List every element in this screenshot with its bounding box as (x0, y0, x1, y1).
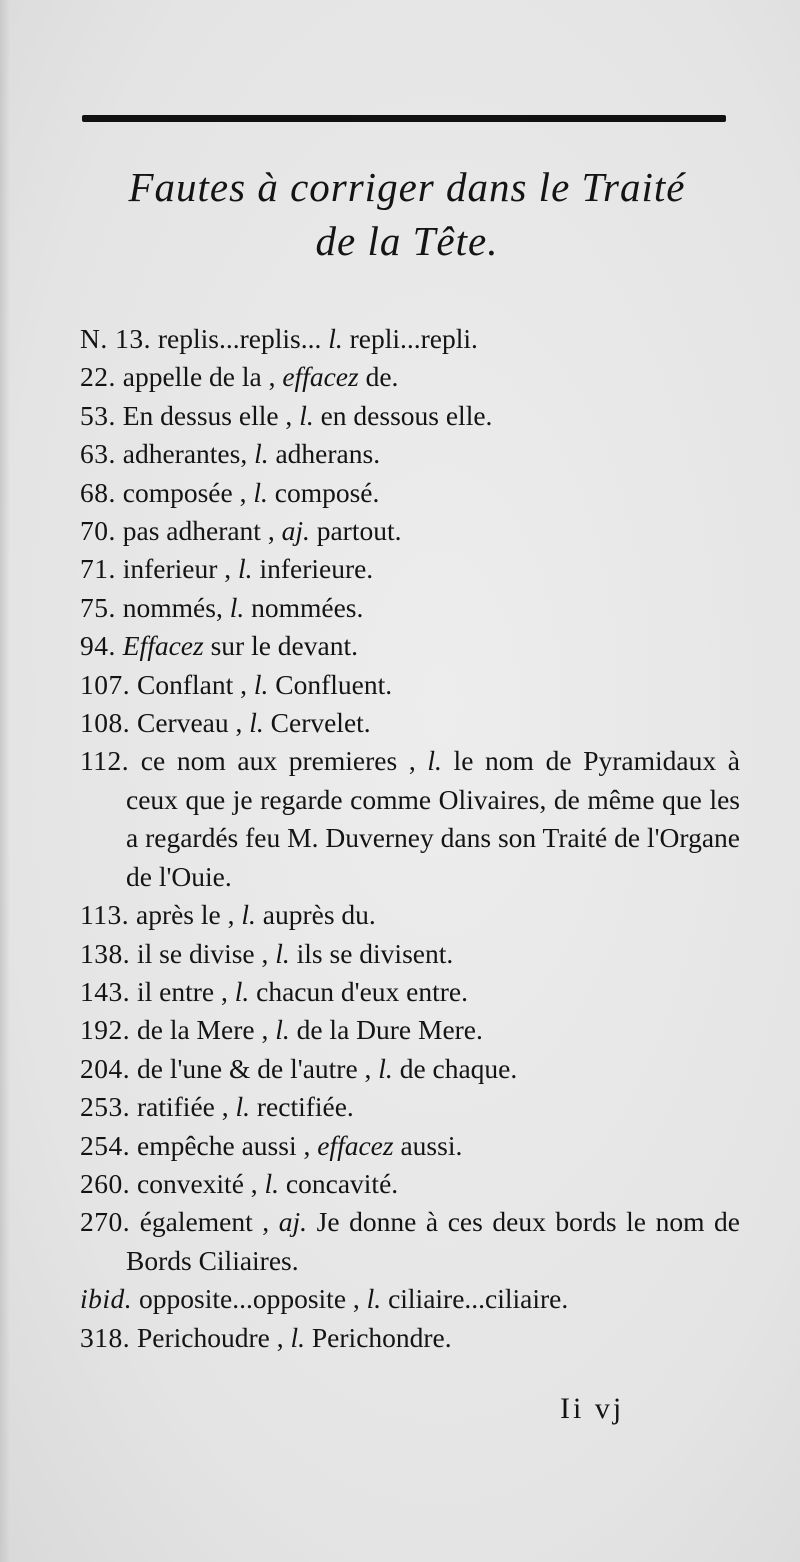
entry-correction-text: en dessous elle. (313, 399, 493, 431)
entry-correction-mark: l. (253, 476, 268, 508)
entry-error-text: après le , (129, 899, 242, 931)
errata-entry (80, 1319, 740, 1357)
entry-correction-text: Confluent. (268, 668, 393, 700)
entry-correction-mark: aj. (281, 515, 310, 547)
errata-entry (80, 742, 740, 896)
entry-error-text: pas adherant , (115, 515, 282, 547)
entry-error-text: il se divise , (130, 937, 276, 969)
entry-correction-mark: l. (253, 668, 269, 700)
errata-entry (80, 1088, 740, 1126)
entry-correction-text: auprès du. (255, 899, 376, 931)
entry-number: 318. (80, 1321, 131, 1353)
entry-number: 138. (80, 937, 131, 969)
entry-error-text: Cerveau , (130, 707, 250, 739)
errata-entry (80, 666, 740, 704)
entry-correction-text: de. (358, 361, 399, 393)
entry-number: 75. (80, 591, 116, 623)
entry-error-text: il entre , (130, 975, 235, 1007)
errata-entry (80, 704, 740, 742)
errata-entry (80, 435, 740, 473)
entry-correction-text: adherans. (268, 438, 381, 470)
entry-correction-mark: l. (290, 1321, 306, 1353)
entry-number: N. 13. (80, 323, 151, 354)
page-title (82, 160, 732, 268)
errata-entry (80, 1127, 740, 1165)
entry-correction-text: composé. (267, 476, 380, 508)
entry-correction-mark: l. (249, 707, 264, 739)
signature-mark: Ii vj (560, 1392, 625, 1425)
entry-number: 254. (80, 1129, 131, 1161)
entry-correction-text: de chaque. (392, 1052, 518, 1084)
entry-correction-text: le nom de Pyramidaux à ceux que je regarde comme Olivaires, de même que les a regardés feu M. Duverney dans son Traité de l'Organe de l'Ouie. (126, 745, 740, 892)
entry-error-text: opposite...opposite , (132, 1283, 367, 1315)
entry-correction-text: Cervelet. (263, 707, 371, 739)
entry-error-text: nommés, (115, 591, 230, 623)
entry-error-text: adherantes, (115, 438, 255, 470)
entry-correction-text: inferieure. (252, 553, 374, 585)
entry-correction-mark: l. (275, 1014, 290, 1046)
entry-correction-text: concavité. (279, 1167, 399, 1199)
entry-error-text: inferieur , (115, 553, 239, 585)
page-edge-shadow (0, 0, 10, 1562)
entry-error-text: de la Mere , (130, 1014, 276, 1046)
entry-number: 108. (80, 707, 131, 739)
entry-number: 22. (80, 361, 116, 393)
entry-correction-mark: l. (427, 745, 442, 777)
entry-error-text: empêche aussi , (130, 1129, 318, 1161)
entry-error-text (116, 630, 123, 661)
entry-error-text: convexité , (130, 1167, 265, 1199)
errata-entry (80, 589, 740, 627)
title-line-2: de la Tête. (315, 218, 499, 264)
entry-number: 71. (80, 553, 116, 585)
entry-correction-mark: Effacez (122, 630, 204, 662)
entry-correction-mark: l. (366, 1283, 382, 1315)
errata-entry (80, 320, 740, 358)
entry-correction-text: partout. (309, 515, 402, 547)
entry-number: 53. (80, 399, 116, 431)
entry-number: 204. (80, 1052, 131, 1084)
errata-entry (80, 1165, 740, 1203)
errata-entry (80, 1011, 740, 1049)
entry-number: 253. (80, 1091, 131, 1123)
entry-error-text: Conflant , (130, 668, 254, 700)
entry-correction-text: rectifiée. (250, 1091, 354, 1123)
entry-correction-text: sur le devant. (203, 630, 358, 662)
errata-entry (80, 935, 740, 973)
entry-correction-text: aussi. (393, 1129, 463, 1161)
entry-number: 143. (80, 975, 131, 1007)
entry-correction-mark: aj. (278, 1206, 308, 1238)
entry-correction-mark: l. (254, 438, 269, 470)
entry-error-text: replis...replis... (151, 323, 329, 354)
entry-correction-text: ciliaire...ciliaire. (381, 1283, 569, 1315)
entry-correction-mark: l. (238, 553, 253, 585)
errata-entry (80, 512, 740, 550)
errata-entry (80, 358, 740, 396)
entry-correction-mark: l. (234, 975, 250, 1007)
entry-error-text: Perichoudre , (130, 1321, 291, 1353)
entry-error-text: composée , (115, 476, 254, 508)
entry-number: 70. (80, 515, 116, 547)
entry-correction-text: de la Dure Mere. (289, 1014, 483, 1046)
errata-entry (80, 1203, 740, 1280)
entry-correction-mark: effacez (282, 361, 359, 393)
errata-entry (80, 627, 740, 665)
entry-number: 107. (80, 668, 131, 700)
entry-number: 260. (80, 1167, 131, 1199)
entry-number: 270. (80, 1206, 131, 1238)
entry-number: 112. (80, 745, 130, 777)
entry-correction-text: ils se divisent. (289, 937, 454, 969)
entry-error-text: de l'une & de l'autre , (130, 1052, 379, 1084)
entry-error-text: appelle de la , (115, 361, 283, 393)
entry-number: 68. (80, 476, 116, 508)
title-line-1: Fautes à corriger dans le Traité (128, 164, 686, 210)
entry-correction-mark: l. (275, 937, 290, 969)
entry-correction-text: Je donne à ces deux bords le nom de Bords Ciliaires. (126, 1206, 740, 1276)
entry-correction-mark: l. (299, 399, 314, 431)
entry-correction-mark: l. (378, 1052, 393, 1084)
entry-number: 63. (80, 438, 116, 470)
entry-correction-mark: l. (264, 1167, 280, 1199)
errata-entry (80, 973, 740, 1011)
errata-list (80, 320, 740, 1357)
entry-correction-text: repli...repli. (342, 323, 478, 354)
entry-correction-text: chacun d'eux entre. (249, 975, 469, 1007)
entry-error-text: ratifiée , (130, 1091, 236, 1123)
errata-entry (80, 1050, 740, 1088)
entry-correction-mark: l. (241, 899, 256, 931)
errata-entry (80, 474, 740, 512)
errata-entry (80, 550, 740, 588)
errata-entry (80, 397, 740, 435)
entry-error-text: En dessus elle , (115, 399, 300, 431)
entry-correction-text: nommées. (244, 591, 364, 623)
errata-entry (80, 1280, 740, 1318)
entry-correction-mark: l. (229, 591, 245, 623)
entry-number: 94. (80, 630, 116, 662)
entry-error-text: ce nom aux premieres , (129, 745, 428, 777)
entry-number: ibid. (80, 1283, 133, 1315)
entry-correction-mark: l. (235, 1091, 250, 1123)
entry-number: 113. (80, 899, 130, 931)
header-rule (82, 115, 726, 122)
errata-entry (80, 896, 740, 934)
entry-number: 192. (80, 1014, 131, 1046)
entry-correction-mark: l. (328, 323, 343, 354)
entry-correction-text: Perichondre. (305, 1321, 452, 1353)
entry-correction-mark: effacez (317, 1129, 394, 1161)
entry-error-text: également , (130, 1206, 279, 1238)
